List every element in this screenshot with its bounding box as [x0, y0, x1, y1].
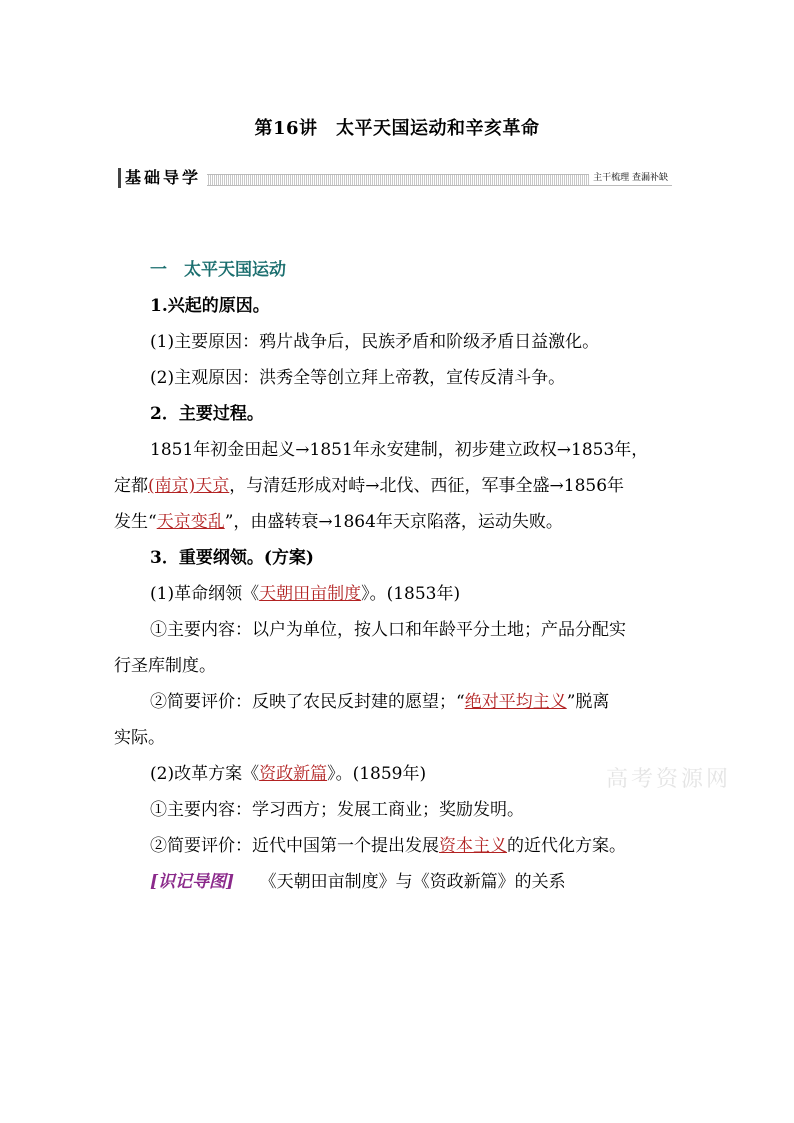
- point-1-heading: 1.兴起的原因。: [150, 296, 270, 316]
- point-2-line-3: [114, 504, 684, 540]
- point-3a2-line-1: [114, 684, 684, 720]
- point-3b: [114, 756, 684, 792]
- point-1a: (1)主要原因：鸦片战争后，民族矛盾和阶级矛盾日益激化。: [150, 332, 600, 352]
- key-term: 天京变乱: [156, 512, 225, 532]
- point-3a2-line-2: 实际。: [114, 728, 165, 748]
- point-3b2: [114, 828, 684, 864]
- text-span: (2)改革方案《: [150, 764, 260, 784]
- text-span: 的近代化方案。: [507, 836, 626, 856]
- point-3b1: ①主要内容：学习西方；发展工商业；奖励发明。: [150, 800, 524, 820]
- key-term: (南京)天京: [148, 476, 230, 496]
- text-span: 》。(1859年): [327, 764, 427, 784]
- point-3a: [114, 576, 684, 612]
- watermark: 高考资源网: [606, 767, 732, 792]
- banner-tag: 主干梳理 查漏补缺: [589, 171, 672, 185]
- text-span: ，与清廷形成对峙→北伐、西征，军事全盛→1856年: [229, 476, 625, 496]
- text-span: [234, 872, 268, 892]
- key-term: 绝对平均主义: [464, 692, 567, 712]
- text-span: ②简要评价：近代中国第一个提出发展: [150, 836, 439, 856]
- point-1b: (2)主观原因：洪秀全等创立拜上帝教，宣传反清斗争。: [150, 368, 566, 388]
- text-span: 定都: [114, 476, 148, 496]
- text-span: ”脱离: [566, 692, 610, 712]
- text-span: ”，由盛转衰→1864年天京陷落，运动失败。: [224, 512, 563, 532]
- point-2-heading: 2．主要过程。: [150, 404, 264, 424]
- mnemonic-tag: [识记导图]: [150, 872, 235, 892]
- point-2-line-2: [114, 468, 684, 504]
- key-term: 资政新篇: [259, 764, 328, 784]
- text-span: ②简要评价：反映了农民反封建的愿望；“: [150, 692, 465, 712]
- key-term: 资本主义: [439, 836, 507, 856]
- lesson-content: [114, 252, 684, 900]
- section-banner: [118, 168, 674, 188]
- point-3a1-line-1: ①主要内容：以户为单位，按人口和年龄平分土地；产品分配实: [150, 620, 626, 640]
- point-2-line-1: 1851年初金田起义→1851年永安建制，初步建立政权→1853年，: [150, 440, 649, 460]
- text-span: 发生“: [114, 512, 157, 532]
- point-3-heading: 3．重要纲领。(方案): [150, 548, 314, 568]
- text-span: (1)革命纲领《: [150, 584, 260, 604]
- section-heading: 一 太平天国运动: [150, 260, 286, 280]
- point-3a1-line-2: 行圣库制度。: [114, 656, 216, 676]
- text-span: 》。(1853年): [361, 584, 461, 604]
- page-title: 第16讲 太平天国运动和辛亥革命: [254, 118, 540, 139]
- mnemonic-note: [114, 864, 684, 900]
- mnemonic-text: 《天朝田亩制度》与《资政新篇》的关系: [268, 872, 566, 892]
- banner-heading: 基础导学: [118, 168, 207, 188]
- key-term: 天朝田亩制度: [259, 584, 362, 604]
